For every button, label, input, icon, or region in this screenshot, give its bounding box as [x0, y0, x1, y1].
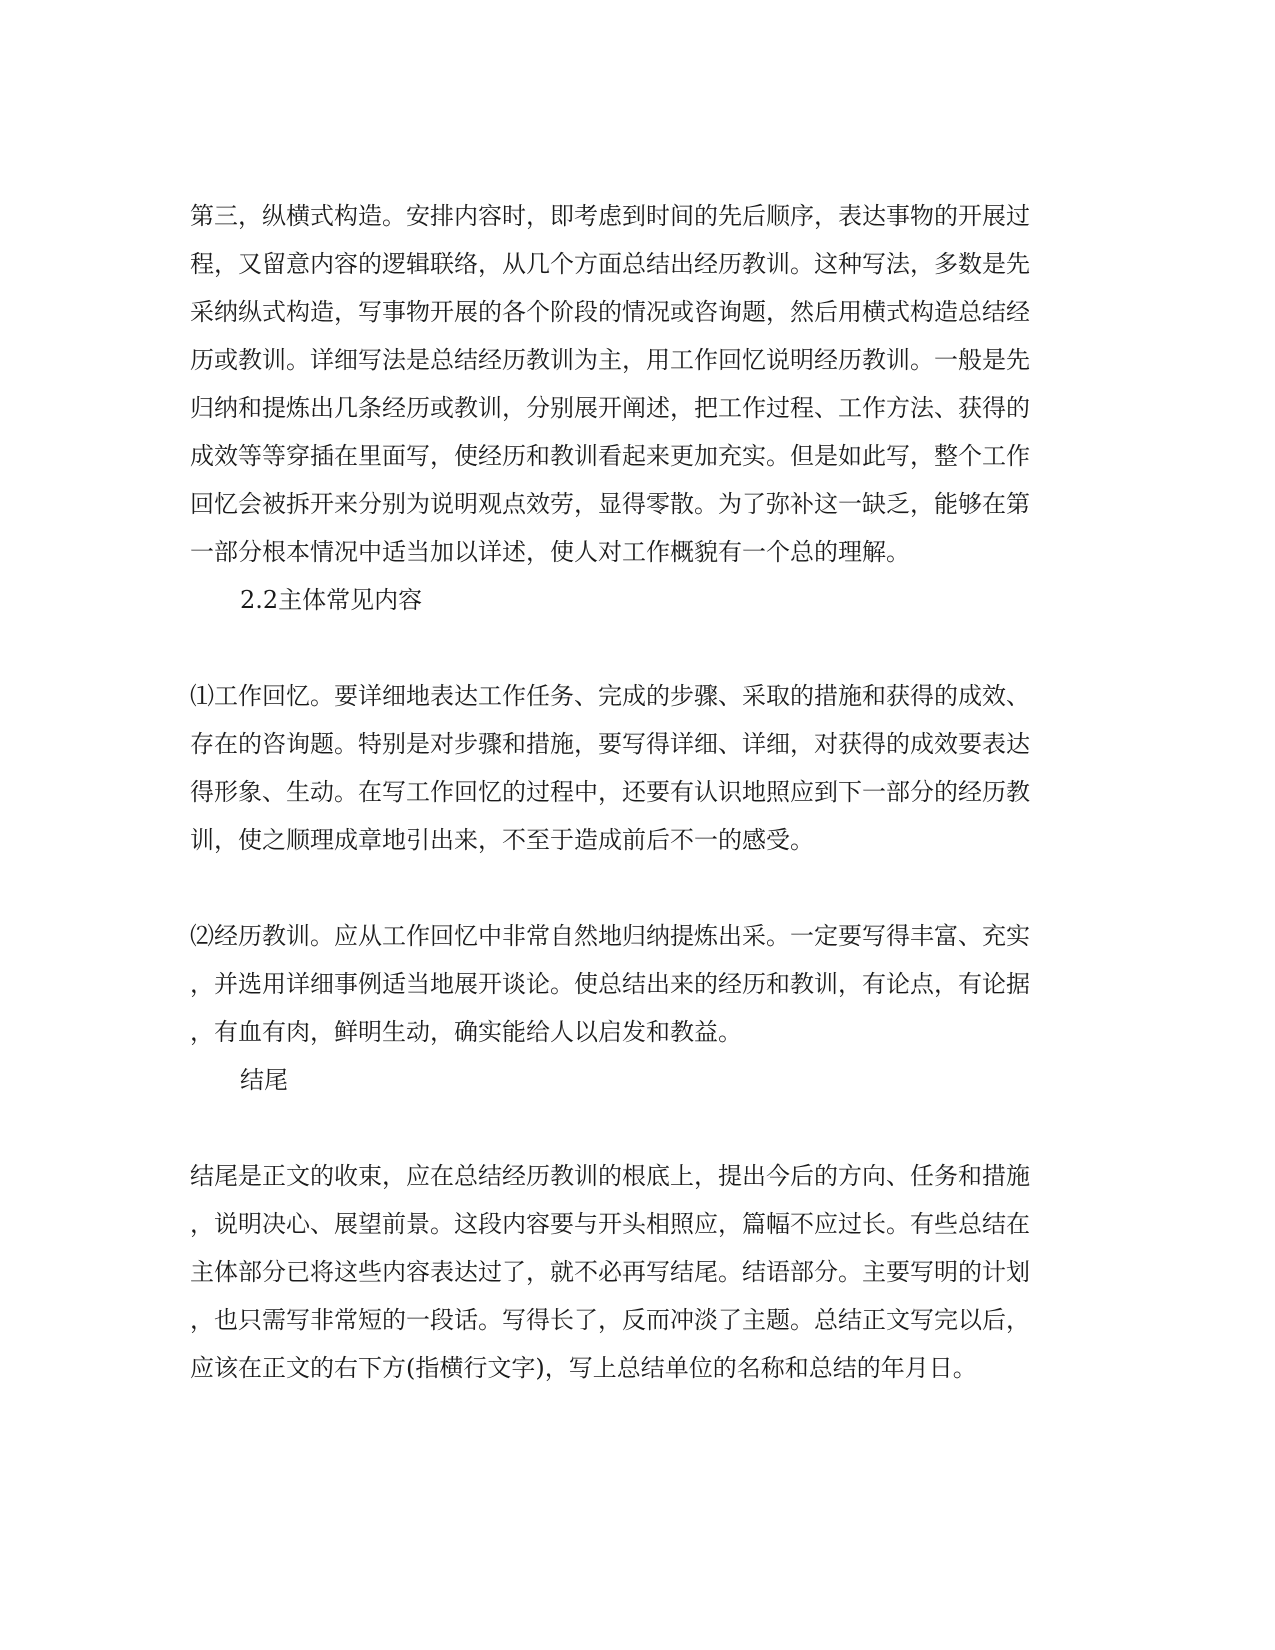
paragraph-line: 应该在正文的右下方(指横行文字)，写上总结单位的名称和总结的年月日。 — [190, 1354, 977, 1382]
paragraph-line: ⑵经历教训。应从工作回忆中非常自然地归纳提炼出采。一定要写得丰富、充实 — [190, 922, 1030, 950]
paragraph-line: 历或教训。详细写法是总结经历教训为主，用工作回忆说明经历教训。一般是先 — [190, 346, 1030, 374]
paragraph-line: ⑴工作回忆。要详细地表达工作任务、完成的步骤、采取的措施和获得的成效、 — [190, 682, 1030, 710]
paragraph-line: 存在的咨询题。特别是对步骤和措施，要写得详细、详细，对获得的成效要表达 — [190, 730, 1030, 758]
paragraph-line: ，并选用详细事例适当地展开谈论。使总结出来的经历和教训，有论点，有论据 — [190, 970, 1030, 998]
paragraph-line: 回忆会被拆开来分别为说明观点效劳，显得零散。为了弥补这一缺乏，能够在第 — [190, 490, 1030, 518]
paragraph-line: 第三，纵横式构造。安排内容时，即考虑到时间的先后顺序，表达事物的开展过 — [190, 202, 1030, 230]
paragraph-line: 一部分根本情况中适当加以详述，使人对工作概貌有一个总的理解。 — [190, 538, 910, 566]
paragraph-line: 采纳纵式构造，写事物开展的各个阶段的情况或咨询题，然后用横式构造总结经 — [190, 298, 1030, 326]
section-heading: 2.2主体常见内容 — [240, 586, 423, 614]
paragraph-line: 结尾是正文的收束，应在总结经历教训的根底上，提出今后的方向、任务和措施 — [190, 1162, 1030, 1190]
paragraph-line: 得形象、生动。在写工作回忆的过程中，还要有认识地照应到下一部分的经历教 — [190, 778, 1030, 806]
paragraph-line: ，有血有肉，鲜明生动，确实能给人以启发和教益。 — [190, 1018, 742, 1046]
paragraph-line: ，也只需写非常短的一段话。写得长了，反而冲淡了主题。总结正文写完以后， — [190, 1306, 1030, 1334]
section-heading: 结尾 — [240, 1066, 288, 1094]
paragraph-line: 训，使之顺理成章地引出来，不至于造成前后不一的感受。 — [190, 826, 814, 854]
paragraph-line: 归纳和提炼出几条经历或教训，分别展开阐述，把工作过程、工作方法、获得的 — [190, 394, 1030, 422]
paragraph-line: ，说明决心、展望前景。这段内容要与开头相照应，篇幅不应过长。有些总结在 — [190, 1210, 1030, 1238]
paragraph-line: 成效等等穿插在里面写，使经历和教训看起来更加充实。但是如此写，整个工作 — [190, 442, 1030, 470]
paragraph-line: 主体部分已将这些内容表达过了，就不必再写结尾。结语部分。主要写明的计划 — [190, 1258, 1030, 1286]
paragraph-line: 程，又留意内容的逻辑联络，从几个方面总结出经历教训。这种写法，多数是先 — [190, 250, 1030, 278]
